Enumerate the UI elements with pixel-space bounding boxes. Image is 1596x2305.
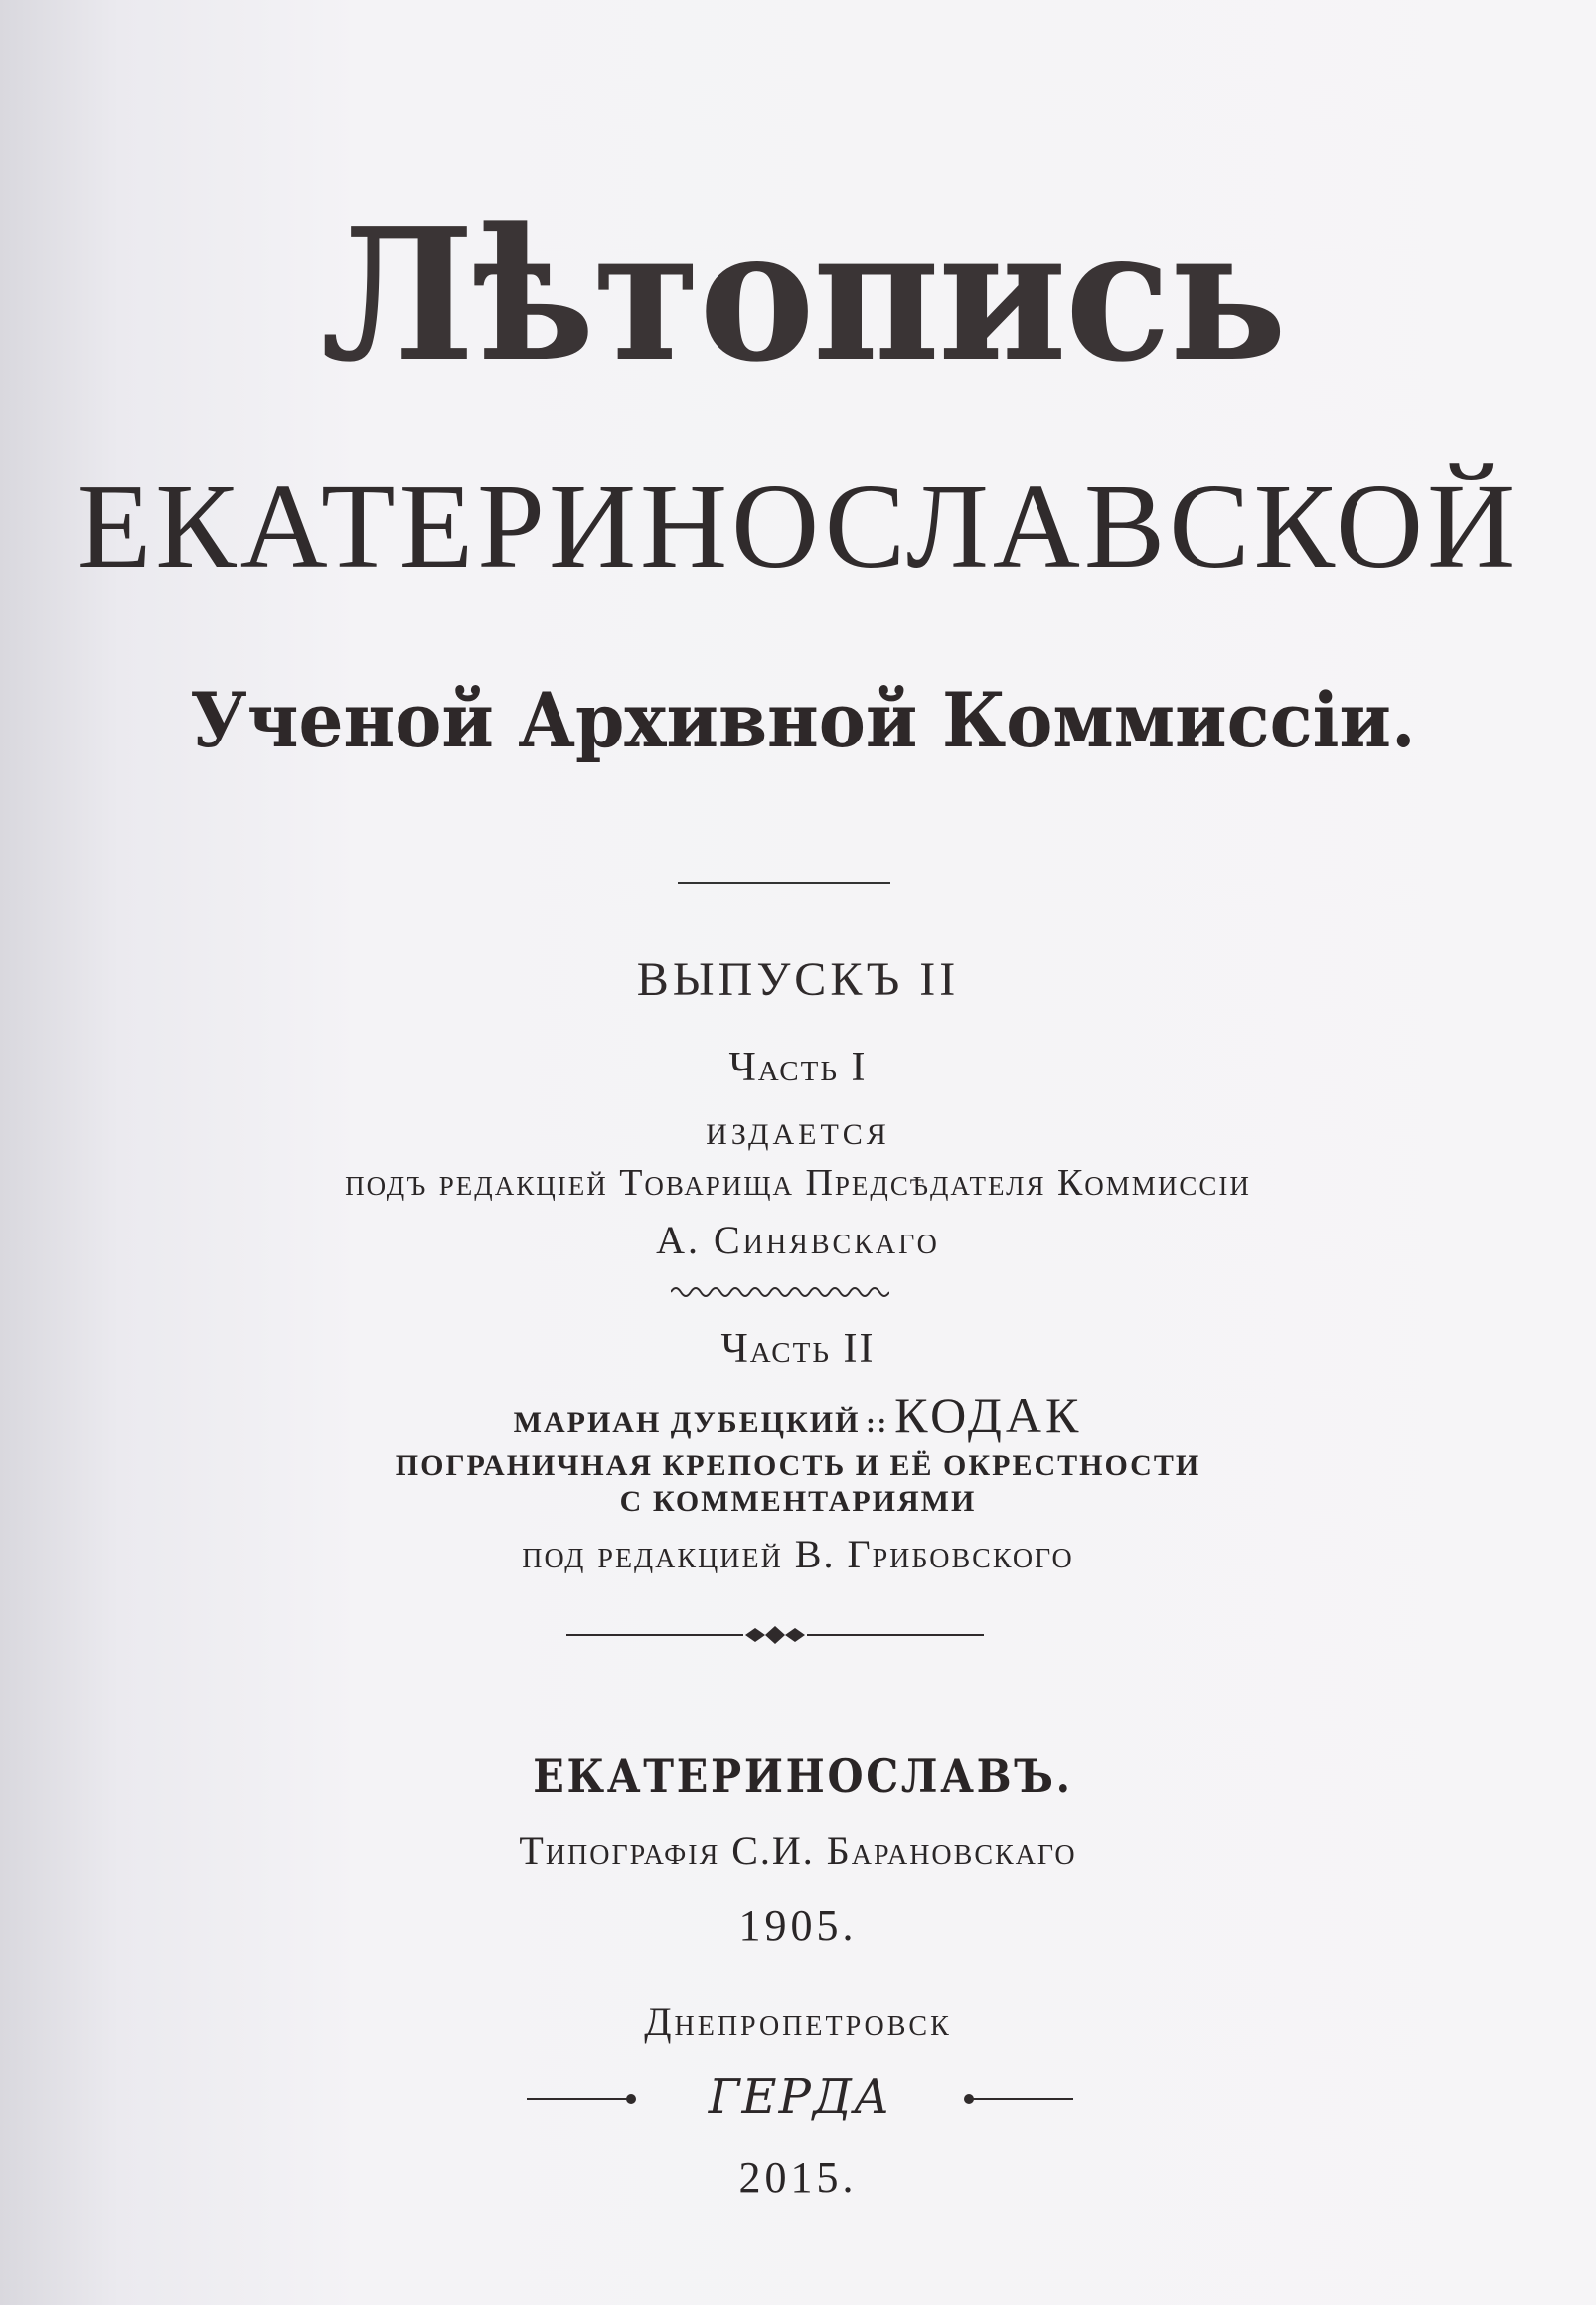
original-year: 1905. (738, 1901, 858, 1950)
reprint-year: 2015. (738, 2153, 858, 2202)
original-printer: Типографія С.И. Барановскаго (519, 1828, 1077, 1873)
reprint-city: Днепропетровск (644, 1999, 952, 2044)
work-title: КОДАК (894, 1388, 1083, 1443)
wavy-divider-icon (671, 1282, 889, 1302)
issue-number: ВЫПУСКЪ II (636, 953, 960, 1006)
part-two-author-work (0, 1387, 1596, 1444)
part-one-label: Часть I (728, 1045, 868, 1090)
commission-title: Ученой Архивной Коммиссіи. (190, 676, 1416, 764)
reprint-publisher: ГЕРДА (708, 2069, 892, 2125)
publisher-row (527, 2069, 1073, 2139)
published-label: ИЗДАЕТСЯ (706, 1118, 890, 1151)
author-name: МАРИАН ДУБЕЦКИЙ (513, 1406, 861, 1439)
diamond-ornament-icon (566, 1620, 984, 1650)
work-subtitle: ПОГРАНИЧНАЯ КРЕПОСТЬ И ЕЁ ОКРЕСТНОСТИ (395, 1449, 1201, 1482)
original-city: ЕКАТЕРИНОСЛАВЪ. (533, 1749, 1073, 1803)
part-one-editor-name: А. Синявскаго (656, 1218, 940, 1262)
author-separator: :: (866, 1408, 889, 1439)
part-two-label: Часть II (720, 1326, 876, 1372)
divider-rule (678, 882, 890, 884)
city-title: ЕКАТЕРИНОСЛАВСКОЙ (77, 459, 1519, 593)
part-one-editor-line: подъ редакціей Товарища Предсѣдателя Коммиссіи (345, 1162, 1251, 1204)
part-two-editor-line: под редакцией В. Грибовского (522, 1532, 1074, 1576)
chronicle-title: Лѣтопись (320, 188, 1286, 404)
work-comments-note: С КОММЕНТАРИЯМИ (619, 1485, 977, 1518)
